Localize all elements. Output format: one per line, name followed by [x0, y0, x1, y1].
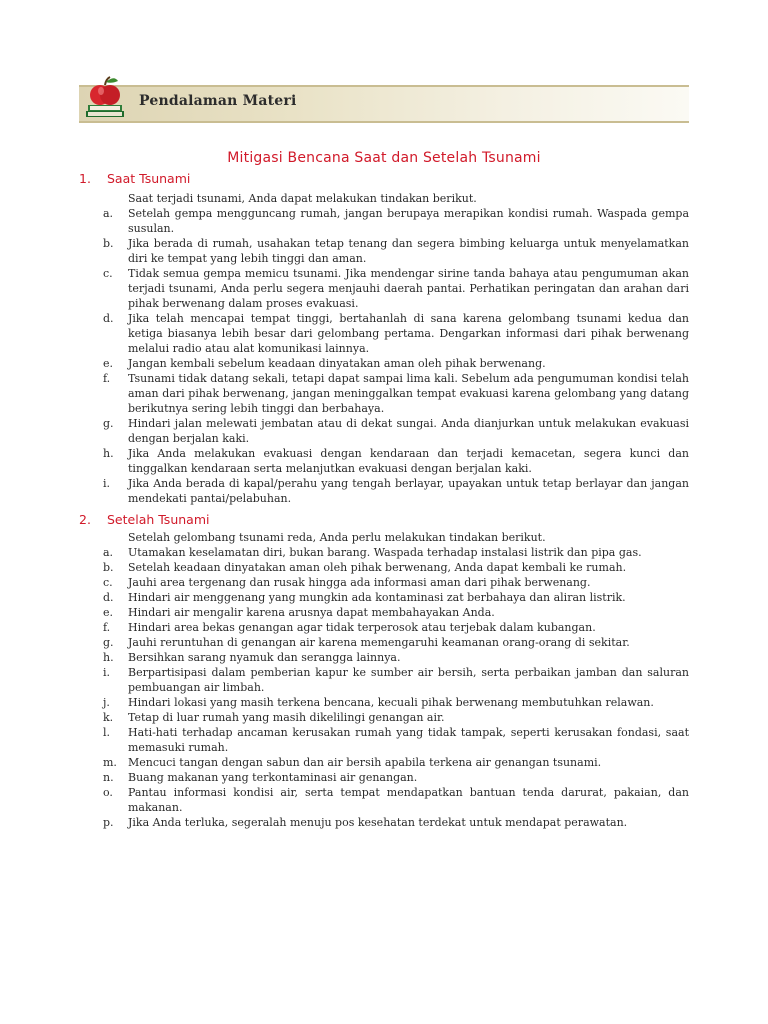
- list-item: [103, 620, 689, 635]
- list-text: Tetap di luar rumah yang masih dikelilingi genangan air.: [128, 711, 445, 724]
- list-marker: b.: [103, 237, 114, 250]
- section-list: [103, 545, 689, 830]
- list-item: [103, 650, 689, 665]
- list-item: [103, 770, 689, 785]
- list-text: Hindari area bekas genangan agar tidak terperosok atau terjebak dalam kubangan.: [128, 621, 596, 634]
- list-marker: a.: [103, 207, 114, 220]
- section-heading: [79, 512, 209, 527]
- list-marker: f.: [103, 372, 111, 385]
- list-marker: h.: [103, 651, 114, 664]
- page-title: Mitigasi Bencana Saat dan Setelah Tsunami: [227, 150, 541, 166]
- list-item: [103, 371, 689, 416]
- list-item: [103, 665, 689, 695]
- list-item: [103, 725, 689, 755]
- list-marker: i.: [103, 666, 111, 679]
- list-text: Jauhi reruntuhan di genangan air karena memengaruhi keamanan orang-orang di sekitar.: [128, 636, 630, 649]
- list-text: Buang makanan yang terkontaminasi air genangan.: [128, 771, 418, 784]
- list-marker: e.: [103, 606, 114, 619]
- list-text: Tidak semua gempa memicu tsunami. Jika mendengar sirine tanda bahaya atau pengumuman akan terjadi tsunami, Anda perlu segera menjauhi daerah pantai. Perhatikan peringatan dan arahan dari pihak berwenang dalam proses evakuasi.: [128, 267, 689, 310]
- list-marker: i.: [103, 477, 111, 490]
- list-item: [103, 785, 689, 815]
- section-number: 1.: [79, 171, 91, 186]
- list-text: Bersihkan sarang nyamuk dan serangga lainnya.: [128, 651, 401, 664]
- list-text: Utamakan keselamatan diri, bukan barang. Waspada terhadap instalasi listrik dan pipa gas.: [128, 546, 642, 559]
- list-text: Hati-hati terhadap ancaman kerusakan rumah yang tidak tampak, seperti kerusakan fondasi, saat memasuki rumah.: [128, 726, 689, 754]
- list-marker: a.: [103, 546, 114, 559]
- section-title: Saat Tsunami: [107, 171, 191, 186]
- list-marker: o.: [103, 786, 113, 799]
- list-marker: d.: [103, 312, 114, 325]
- list-item: [103, 236, 689, 266]
- list-text: Setelah gempa mengguncang rumah, jangan berupaya merapikan kondisi rumah. Waspada gempa susulan.: [128, 207, 689, 235]
- list-item: [103, 545, 689, 560]
- section-number: 2.: [79, 512, 91, 527]
- list-text: Tsunami tidak datang sekali, tetapi dapat sampai lima kali. Sebelum ada pengumuman kondisi telah aman dari pihak berwenang, jangan meninggalkan tempat evakuasi karena gelombang yang datang berikutnya sering lebih tinggi dan berbahaya.: [128, 372, 689, 415]
- list-marker: c.: [103, 576, 113, 589]
- list-item: [103, 206, 689, 236]
- list-item: [103, 755, 689, 770]
- list-marker: d.: [103, 591, 114, 604]
- list-marker: k.: [103, 711, 114, 724]
- section-title: Setelah Tsunami: [107, 512, 210, 527]
- list-text: Pantau informasi kondisi air, serta tempat mendapatkan bantuan tenda darurat, pakaian, dan makanan.: [128, 786, 689, 814]
- list-item: [103, 710, 689, 725]
- list-item: [103, 311, 689, 356]
- list-marker: h.: [103, 447, 114, 460]
- list-item: [103, 416, 689, 446]
- list-marker: g.: [103, 636, 114, 649]
- list-item: [103, 356, 689, 371]
- list-text: Setelah keadaan dinyatakan aman oleh pihak berwenang, Anda dapat kembali ke rumah.: [128, 561, 627, 574]
- list-item: [103, 266, 689, 311]
- list-text: Jika Anda berada di kapal/perahu yang tengah berlayar, upayakan untuk tetap berlayar dan jangan mendekati pantai/pelabuhan.: [128, 477, 689, 505]
- list-item: [103, 635, 689, 650]
- list-text: Mencuci tangan dengan sabun dan air bersih apabila terkena air genangan tsunami.: [128, 756, 602, 769]
- list-text: Hindari jalan melewati jembatan atau di dekat sungai. Anda dianjurkan untuk melakukan evakuasi dengan berjalan kaki.: [128, 417, 689, 445]
- list-marker: c.: [103, 267, 113, 280]
- list-text: Jauhi area tergenang dan rusak hingga ada informasi aman dari pihak berwenang.: [128, 576, 591, 589]
- section-list: [103, 206, 689, 506]
- list-marker: m.: [103, 756, 117, 769]
- list-text: Hindari air menggenang yang mungkin ada kontaminasi zat berbahaya dan aliran listrik.: [128, 591, 626, 604]
- header-title: Pendalaman Materi: [139, 93, 297, 109]
- section-heading: [79, 171, 190, 186]
- list-text: Jika berada di rumah, usahakan tetap tenang dan segera bimbing keluarga untuk menyelamatkan diri ke tempat yang lebih tinggi dan aman.: [128, 237, 689, 265]
- list-item: [103, 590, 689, 605]
- list-marker: j.: [103, 696, 110, 709]
- section-intro: Saat terjadi tsunami, Anda dapat melakukan tindakan berikut.: [128, 192, 477, 205]
- list-item: [103, 605, 689, 620]
- list-marker: l.: [103, 726, 111, 739]
- list-item: [103, 575, 689, 590]
- list-marker: b.: [103, 561, 114, 574]
- list-marker: p.: [103, 816, 114, 829]
- list-text: Hindari lokasi yang masih terkena bencana, kecuali pihak berwenang membutuhkan relawan.: [128, 696, 654, 709]
- list-item: [103, 476, 689, 506]
- list-item: [103, 560, 689, 575]
- list-marker: f.: [103, 621, 111, 634]
- list-item: [103, 446, 689, 476]
- list-marker: e.: [103, 357, 114, 370]
- list-marker: n.: [103, 771, 114, 784]
- list-text: Jika telah mencapai tempat tinggi, bertahanlah di sana karena gelombang tsunami kedua dan ketiga biasanya lebih besar dari gelombang pertama. Dengarkan informasi dari pihak berwenang melalui radio atau alat komunikasi lainnya.: [128, 312, 689, 355]
- list-text: Jika Anda terluka, segeralah menuju pos kesehatan terdekat untuk mendapat perawatan.: [128, 816, 628, 829]
- apple-on-books-icon: [86, 71, 132, 119]
- list-text: Jika Anda melakukan evakuasi dengan kendaraan dan terjadi kemacetan, segera kunci dan tinggalkan kendaraan serta melanjutkan evakuasi dengan berjalan kaki.: [128, 447, 689, 475]
- section-intro: Setelah gelombang tsunami reda, Anda perlu melakukan tindakan berikut.: [128, 531, 546, 544]
- list-text: Jangan kembali sebelum keadaan dinyatakan aman oleh pihak berwenang.: [128, 357, 546, 370]
- list-text: Hindari air mengalir karena arusnya dapat membahayakan Anda.: [128, 606, 495, 619]
- list-item: [103, 695, 689, 710]
- list-text: Berpartisipasi dalam pemberian kapur ke sumber air bersih, serta perbaikan jamban dan saluran pembuangan air limbah.: [128, 666, 689, 694]
- list-item: [103, 815, 689, 830]
- list-marker: g.: [103, 417, 114, 430]
